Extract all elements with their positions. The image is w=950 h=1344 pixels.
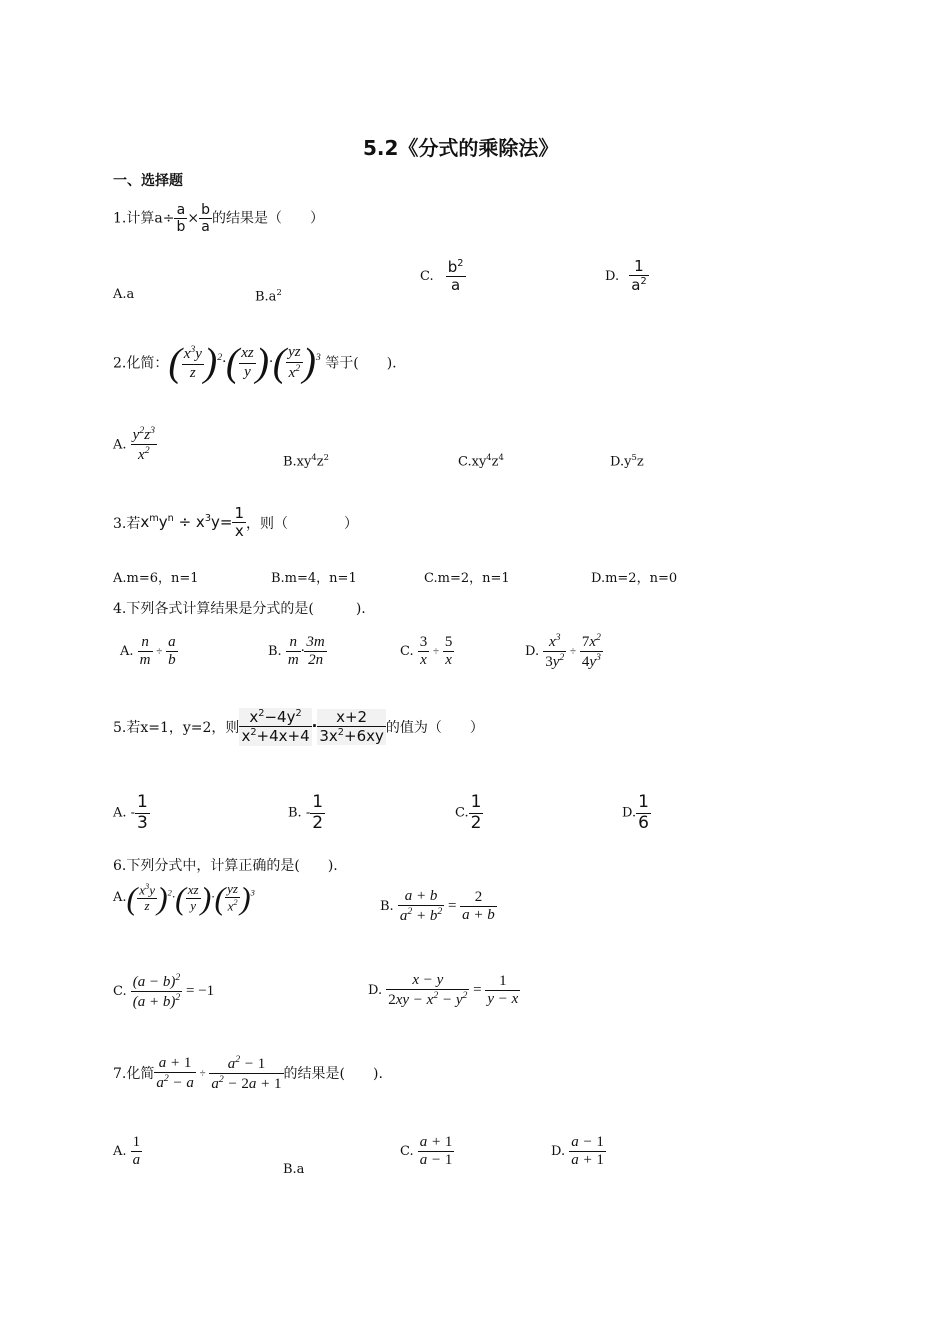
q1-option-d: D. $\frac{1}{a^2}$ (605, 257, 647, 295)
q6-option-a: A.( $\frac{x^3y}{z}$ )$^2$·( $\frac{xz}{y}$ )·( $\frac{yz}{x^2}$ )$^3$ (113, 880, 255, 917)
q5-option-a: A. - $\frac{1}{3}$ (113, 792, 148, 833)
q5-option-b: B. - $\frac{1}{2}$ (288, 792, 324, 833)
question-6: 6.下列分式中，计算正确的是( ). (113, 858, 338, 874)
q7-expression: $\frac{a + 1}{a^2 - a}$ ÷ $\frac{a^2 - 1}{a^2 - 2a + 1}$ (156, 1054, 282, 1093)
question-1 (113, 202, 324, 235)
q1-prefix: 1.计算a÷ (113, 210, 175, 227)
q2-expression: ( $\frac{x^3y}{z}$ )$^2$·( $\frac{xz}{y}$ )·( $\frac{yz}{x^2}$ )$^3$ (168, 340, 321, 385)
q4-option-a: A. $\frac{n}{m}$ ÷ $\frac{a}{b}$ (120, 634, 176, 669)
question-4: 4.下列各式计算结果是分式的是( ). (113, 601, 366, 617)
q2-option-d: $D.y^5z$ (610, 452, 644, 470)
q3-option-b: B.m=4，n=1 (271, 571, 357, 586)
q2-option-c: $C.xy^4z^4$ (458, 452, 504, 470)
q7-option-a: A. $\frac{1}{a}$ (113, 1134, 141, 1169)
q1-option-b: $B.a^2$ (255, 287, 282, 305)
q3-expression: $x^my^n \div x^3y=$ $\frac{1}{x}$ (140, 504, 245, 541)
question-2: 2.化简：( $\frac{x^3y}{z}$ )$^2$·( $\frac{xz}{y}$ )·( $\frac{yz}{x^2}$ )$^3$ 等于( ). (113, 340, 397, 385)
q5-option-c: C. $\frac{1}{2}$ (455, 792, 482, 833)
q6-option-d: D. $\frac{x - y}{2xy - x^2 - y^2}$ = $\frac{1}{y - x}$ (368, 972, 519, 1009)
q6-option-b: B. $\frac{a + b}{a^2 + b^2}$ = $\frac{2}{a + b}$ (380, 888, 495, 925)
q6-option-c: C. $\frac{(a - b)^2}{(a + b)^2}$ = −1 (113, 972, 215, 1011)
q2-option-b: $B.xy^4z^2$ (283, 452, 329, 470)
q5-option-d: D. $\frac{1}{6}$ (622, 792, 649, 833)
q4-option-d: D. $\frac{x^3}{3y^2}$ ÷ $\frac{7x^2}{4y^3}$ (525, 632, 601, 671)
q1-fraction-a-over-b: $\frac{a}{b}$ (176, 202, 186, 236)
q3-option-a: A.m=6，n=1 (113, 571, 199, 586)
q2-option-a: A. $\frac{y^2z^3}{x^2}$ (113, 425, 155, 464)
q7-option-d: D. $\frac{a - 1}{a + 1}$ (551, 1134, 604, 1169)
q3-option-d: D.m=2，n=0 (591, 571, 678, 586)
question-5: 5.若x=1，y=2，则 $\frac{x^2-4y^2}{x^2+4x+4}$ · $\frac{x+2}{3x^2+6xy}$ 的值为（ ） (113, 707, 484, 746)
q4-option-c: C. $\frac{3}{x}$ ÷ $\frac{5}{x}$ (400, 634, 453, 669)
q1-option-a: A.a (113, 287, 135, 302)
q1-suffix: 的结果是（ ） (211, 210, 324, 227)
q7-option-b: B.a (283, 1162, 305, 1177)
question-7: 7.化简 $\frac{a + 1}{a^2 - a}$ ÷ $\frac{a^2 - 1}{a^2 - 2a + 1}$ 的结果是( ). (113, 1054, 383, 1093)
page-title: 5.2《分式的乘除法》 (363, 136, 559, 160)
section-heading: 一、选择题 (113, 173, 183, 189)
q1-option-c: C. $\frac{b^2}{a}$ (420, 258, 464, 295)
q7-option-c: C. $\frac{a + 1}{a - 1}$ (400, 1134, 453, 1169)
q1-fraction-b-over-a: $\frac{b}{a}$ (201, 202, 210, 236)
q3-option-c: C.m=2，n=1 (424, 571, 510, 586)
question-3: 3.若$x^my^n \div x^3y=$ $\frac{1}{x}$ ，则（ ） (113, 504, 359, 541)
q4-option-b: B. $\frac{n}{m}$ · $\frac{3m}{2n}$ (268, 634, 325, 669)
q1-times-sign: × (187, 210, 200, 227)
q5-expression: $\frac{x^2-4y^2}{x^2+4x+4}$ · $\frac{x+2}{3x^2+6xy}$ (241, 707, 384, 746)
